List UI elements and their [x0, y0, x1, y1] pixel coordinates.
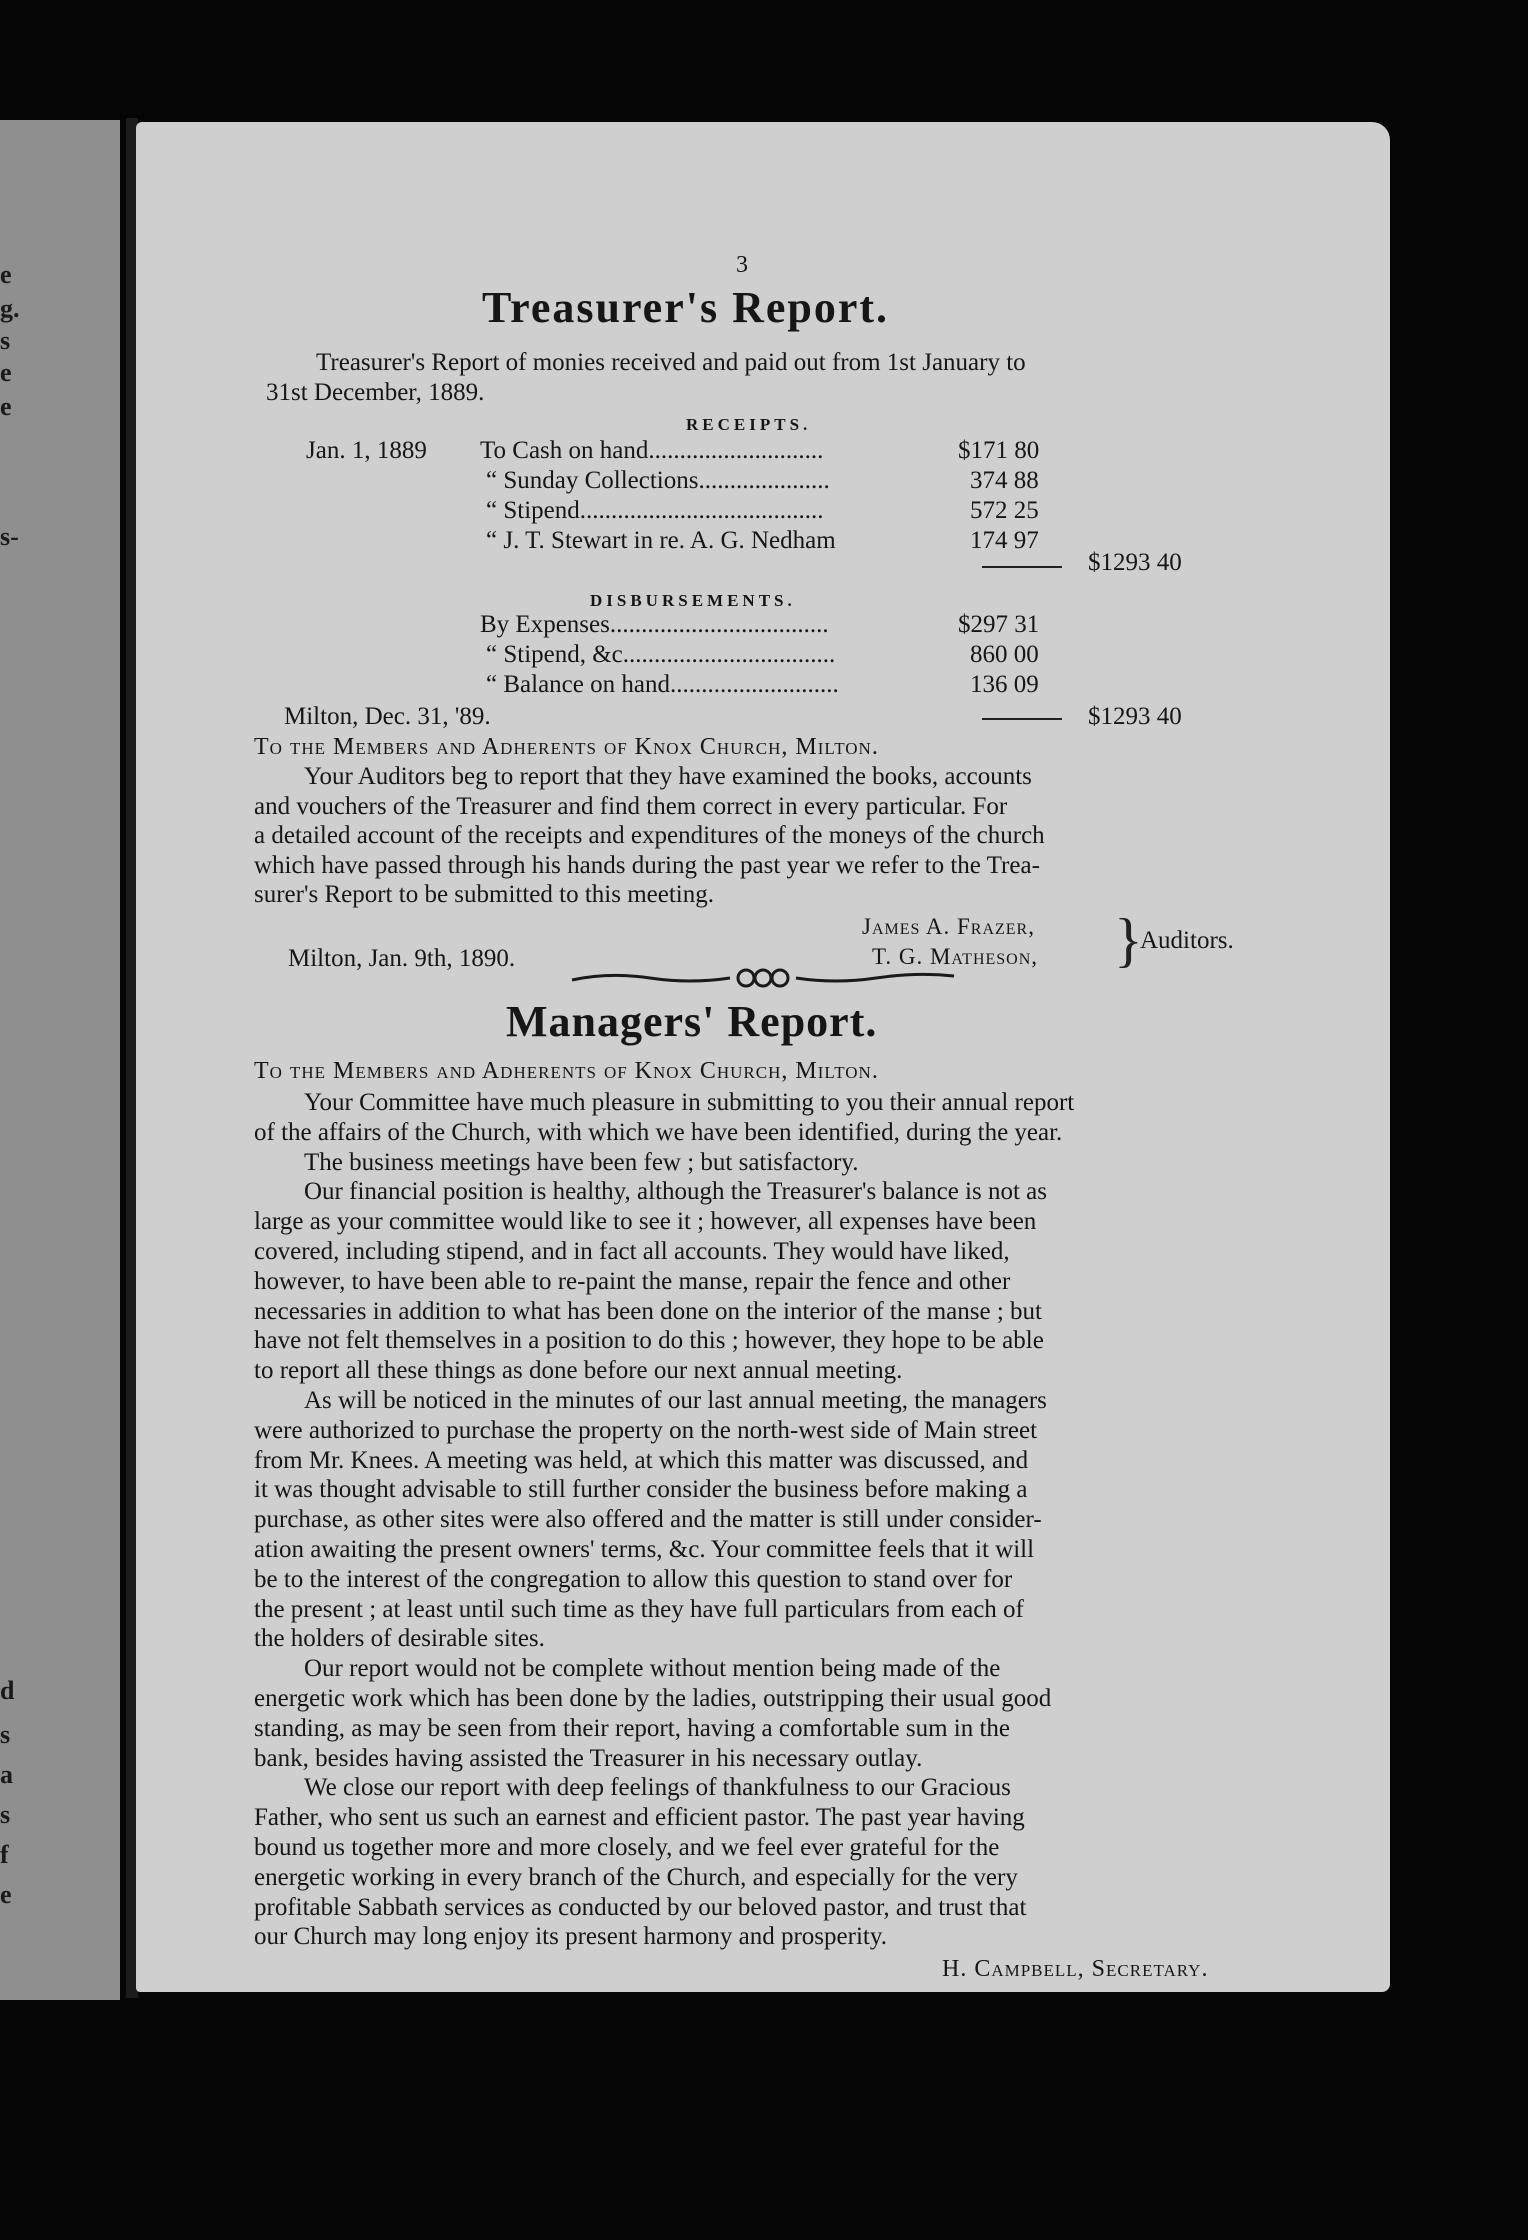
paragraph-line: to report all these things as done before our next annual meeting.: [254, 1357, 903, 1385]
disbursement-amount: $297 31: [958, 611, 1040, 638]
auditors-salutation: To the Members and Adherents of Knox Church, Milton.: [254, 734, 879, 760]
managers-signature: H. Campbell, Secretary.: [942, 1956, 1209, 1982]
margin-fragment: s: [0, 1720, 11, 1749]
receipts-total: $1293 40: [1088, 549, 1182, 576]
disbursements-heading: DISBURSEMENTS.: [590, 591, 796, 610]
margin-fragment: d: [0, 1676, 15, 1705]
auditors-role: Auditors.: [1140, 927, 1234, 954]
margin-fragment: g.: [0, 294, 20, 323]
paragraph-line: standing, as may be seen from their report, having a comfortable sum in the: [254, 1714, 1011, 1742]
disbursement-amount: 860 00: [970, 641, 1039, 668]
paragraph-line: which have passed through his hands during the past year we refer to the Trea-: [254, 851, 1040, 879]
paragraph-line: covered, including stipend, and in fact all accounts. They would have liked,: [254, 1237, 1010, 1265]
paragraph-line: surer's Report to be submitted to this meeting.: [254, 881, 714, 909]
paragraph-line: large as your committee would like to see it ; however, all expenses have been: [254, 1208, 1037, 1236]
receipt-label: “ J. T. Stewart in re. A. G. Nedham: [486, 527, 836, 554]
brace-glyph: }: [1114, 907, 1143, 973]
adjacent-page-edge: [0, 120, 120, 2000]
paragraph-line: it was thought advisable to still further consider the business before making a: [254, 1476, 1028, 1504]
auditor-signer: James A. Frazer,: [862, 914, 1035, 939]
paragraph-line: bank, besides having assisted the Treasurer in his necessary outlay.: [254, 1744, 923, 1772]
paragraph-line: Your Auditors beg to report that they have examined the books, accounts: [304, 763, 1032, 790]
margin-fragment: s: [0, 326, 11, 355]
paragraph-line: The business meetings have been few ; but satisfactory.: [304, 1148, 859, 1176]
paragraph-line: a detailed account of the receipts and expenditures of the moneys of the church: [254, 822, 1045, 850]
disbursement-label: “ Balance on hand...........................: [486, 671, 839, 698]
paragraph-line: however, to have been able to re-paint the manse, repair the fence and other: [254, 1267, 1011, 1295]
paragraph-line: the holders of desirable sites.: [254, 1625, 545, 1653]
disbursements-total: $1293 40: [1088, 703, 1182, 730]
auditors-place-date: Milton, Jan. 9th, 1890.: [288, 945, 516, 972]
paragraph-line: were authorized to purchase the property on the north-west side of Main street: [254, 1416, 1038, 1444]
sum-rule: [982, 718, 1062, 720]
margin-fragment: a: [0, 1760, 13, 1789]
receipt-amount: $171 80: [958, 437, 1040, 464]
paragraph-line: from Mr. Knees. A meeting was held, at which this matter was discussed, and: [254, 1446, 1029, 1474]
paragraph-line: and vouchers of the Treasurer and find them correct in every particular. For: [254, 792, 1008, 820]
paragraph-line: Our financial position is healthy, although the Treasurer's balance is not as: [304, 1178, 1048, 1206]
paragraph-line: have not felt themselves in a position to do this ; however, they hope to be able: [254, 1327, 1044, 1355]
paragraph-line: Our report would not be complete without mention being made of the: [304, 1655, 1001, 1683]
margin-fragment: e: [0, 358, 12, 387]
treasurer-place-date: Milton, Dec. 31, '89.: [284, 703, 491, 730]
treasurer-report-title: Treasurer's Report.: [482, 283, 890, 332]
margin-fragment: e: [0, 392, 12, 421]
disbursement-label: By Expenses...................................: [480, 611, 829, 638]
auditor-signer: T. G. Matheson,: [872, 944, 1039, 969]
paragraph-line: be to the interest of the congregation to allow this question to stand over for: [254, 1565, 1013, 1593]
disbursement-amount: 136 09: [970, 671, 1039, 698]
treasurer-intro-line: 31st December, 1889.: [266, 379, 485, 406]
receipt-label: “ Stipend.......................................: [486, 497, 824, 524]
paragraph-line: energetic work which has been done by the ladies, outstripping their usual good: [254, 1684, 1052, 1712]
margin-fragment: s: [0, 1800, 11, 1829]
receipt-label: “ Sunday Collections.....................: [486, 467, 830, 494]
receipt-date: Jan. 1, 1889: [306, 437, 427, 464]
treasurer-intro-line: Treasurer's Report of monies received and paid out from 1st January to: [316, 349, 1026, 376]
auditors-paragraph: [254, 762, 1264, 910]
paragraph-line: ation awaiting the present owners' terms, &c. Your committee feels that it will: [254, 1535, 1035, 1563]
receipts-heading: RECEIPTS.: [686, 415, 812, 434]
paragraph-line: purchase, as other sites were also offered and the matter is still under consider-: [254, 1506, 1042, 1534]
ornamental-divider: [570, 964, 956, 992]
document-page: [136, 122, 1390, 1992]
paragraph-line: energetic working in every branch of the Church, and especially for the very: [254, 1863, 1018, 1891]
receipt-amount: 374 88: [970, 467, 1039, 494]
paragraph-line: the present ; at least until such time as they have full particulars from each of: [254, 1595, 1024, 1623]
paragraph-line: of the affairs of the Church, with which we have been identified, during the year.: [254, 1118, 1063, 1146]
managers-body: [254, 1088, 1270, 1952]
margin-fragment: e: [0, 260, 12, 289]
margin-fragment: f: [0, 1840, 9, 1869]
paragraph-line: necessaries in addition to what has been done on the interior of the manse ; but: [254, 1297, 1042, 1325]
managers-salutation: To the Members and Adherents of Knox Church, Milton.: [254, 1058, 879, 1084]
margin-fragment: s-: [0, 522, 19, 551]
paragraph-line: Father, who sent us such an earnest and efficient pastor. The past year having: [254, 1804, 1025, 1832]
paragraph-line: profitable Sabbath services as conducted by our beloved pastor, and trust that: [254, 1893, 1027, 1921]
paragraph-line: As will be noticed in the minutes of our last annual meeting, the managers: [304, 1386, 1047, 1414]
paragraph-line: We close our report with deep feelings of thankfulness to our Gracious: [304, 1774, 1011, 1802]
receipt-amount: 572 25: [970, 497, 1039, 524]
managers-report-title: Managers' Report.: [506, 997, 878, 1046]
paragraph-line: our Church may long enjoy its present harmony and prosperity.: [254, 1923, 887, 1951]
disbursement-label: “ Stipend, &c..................................: [486, 641, 836, 668]
receipt-label: To Cash on hand............................: [480, 437, 824, 464]
page-number: 3: [736, 252, 748, 278]
sum-rule: [982, 566, 1062, 568]
margin-fragment: e: [0, 1880, 12, 1909]
paragraph-line: bound us together more and more closely, and we feel ever grateful for the: [254, 1833, 1000, 1861]
receipt-amount: 174 97: [970, 527, 1039, 554]
paragraph-line: Your Committee have much pleasure in submitting to you their annual report: [304, 1089, 1075, 1116]
